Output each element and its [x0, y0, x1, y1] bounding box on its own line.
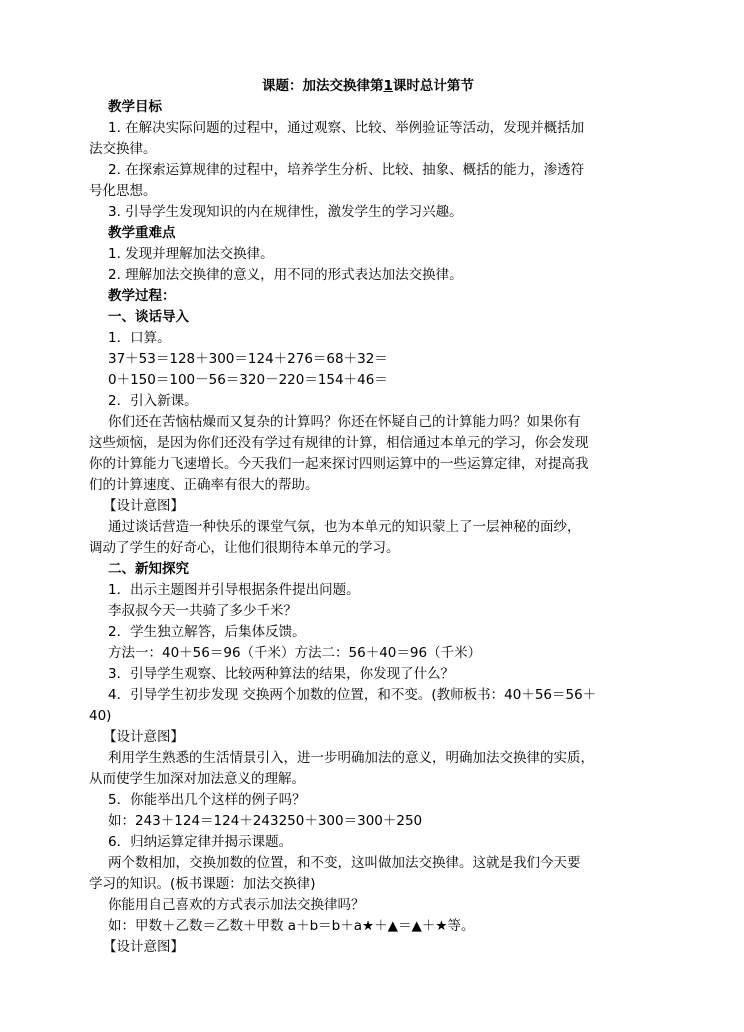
paragraph-line: 1. 发现并理解加法交换律。: [108, 246, 274, 262]
math-line: 如：甲数＋乙数＝乙数＋甲数 a＋b＝b＋a★＋▲＝▲＋★等。: [108, 918, 475, 934]
math-line: 37＋53＝128＋300＝124＋276＝68＋32＝: [108, 351, 388, 367]
paragraph-line: 1．口算。: [108, 330, 171, 346]
paragraph-line: 你能用自己喜欢的方式表示加法交换律吗？: [108, 897, 365, 913]
paragraph-line: 3．引导学生观察、比较两种算法的结果，你发现了什么？: [108, 666, 455, 682]
paragraph-line: 通过谈话营造一种快乐的课堂气氛，也为本单元的知识蒙上了一层神秘的面纱，: [108, 519, 581, 535]
paragraph-line: 法交换律。: [89, 141, 157, 157]
paragraph-line: 号化思想。: [89, 183, 157, 199]
paragraph-line: 5．你能举出几个这样的例子吗？: [108, 792, 306, 808]
section-heading: 教学过程：: [108, 288, 176, 304]
lesson-title: [262, 77, 744, 95]
design-intent-label: 【设计意图】: [103, 729, 184, 745]
design-intent-label: 【设计意图】: [103, 498, 184, 514]
paragraph-line: 4．引导学生初步发现 交换两个加数的位置，和不变。(教师板书：40＋56＝56＋: [108, 687, 597, 703]
math-line: 如：243＋124＝124＋243250＋300＝300＋250: [108, 813, 423, 829]
paragraph-line: 2．引入新课。: [108, 393, 198, 409]
paragraph-line: 40): [89, 708, 112, 724]
section-heading: 一、谈话导入: [108, 309, 189, 325]
section-heading: 教学目标: [108, 99, 162, 115]
math-line: 方法一：40＋56＝96（千米）方法二：56＋40＝96（千米）: [108, 645, 482, 661]
paragraph-line: 两个数相加，交换加数的位置，和不变，这叫做加法交换律。这就是我们今天要: [108, 855, 581, 871]
title-prefix: 课题：加法交换律第: [262, 78, 384, 94]
paragraph-line: 你们还在苦恼枯燥而又复杂的计算吗？你还在怀疑自己的计算能力吗？如果你有: [108, 414, 581, 430]
paragraph-line: 李叔叔今天一共骑了多少千米？: [108, 603, 297, 619]
paragraph-line: 调动了学生的好奇心，让他们很期待本单元的学习。: [89, 540, 400, 556]
title-number: 1: [383, 78, 393, 94]
paragraph-line: 2. 理解加法交换律的意义，用不同的形式表达加法交换律。: [108, 267, 463, 283]
design-intent-label: 【设计意图】: [103, 939, 184, 955]
paragraph-line: 2．学生独立解答，后集体反馈。: [108, 624, 306, 640]
paragraph-line: 们的计算速度、正确率有很大的帮助。: [89, 477, 319, 493]
paragraph-line: 利用学生熟悉的生活情景引入，进一步明确加法的意义，明确加法交换律的实质，: [108, 750, 594, 766]
math-line: 0＋150＝100－56＝320－220＝154＋46＝: [108, 372, 388, 388]
paragraph-line: 从而使学生加深对加法意义的理解。: [89, 771, 305, 787]
paragraph-line: 6．归纳运算定律并揭示课题。: [108, 834, 293, 850]
title-suffix: 课时总计第节: [392, 78, 474, 94]
paragraph-line: 1．出示主题图并引导根据条件提出问题。: [108, 582, 360, 598]
paragraph-line: 3. 引导学生发现知识的内在规律性，激发学生的学习兴趣。: [108, 204, 463, 220]
section-heading: 二、新知探究: [108, 561, 189, 577]
section-heading: 教学重难点: [108, 225, 176, 241]
paragraph-line: 这些烦恼，是因为你们还没有学过有规律的计算，相信通过本单元的学习，你会发现: [89, 435, 589, 451]
paragraph-line: 1. 在解决实际问题的过程中，通过观察、比较、举例验证等活动，发现并概括加: [108, 120, 585, 136]
paragraph-line: 2. 在探索运算规律的过程中，培养学生分析、比较、抽象、概括的能力，渗透符: [108, 162, 585, 178]
paragraph-line: 你的计算能力飞速增长。今天我们一起来探讨四则运算中的一些运算定律，对提高我: [89, 456, 589, 472]
paragraph-line: 学习的知识。(板书课题：加法交换律): [89, 876, 316, 892]
